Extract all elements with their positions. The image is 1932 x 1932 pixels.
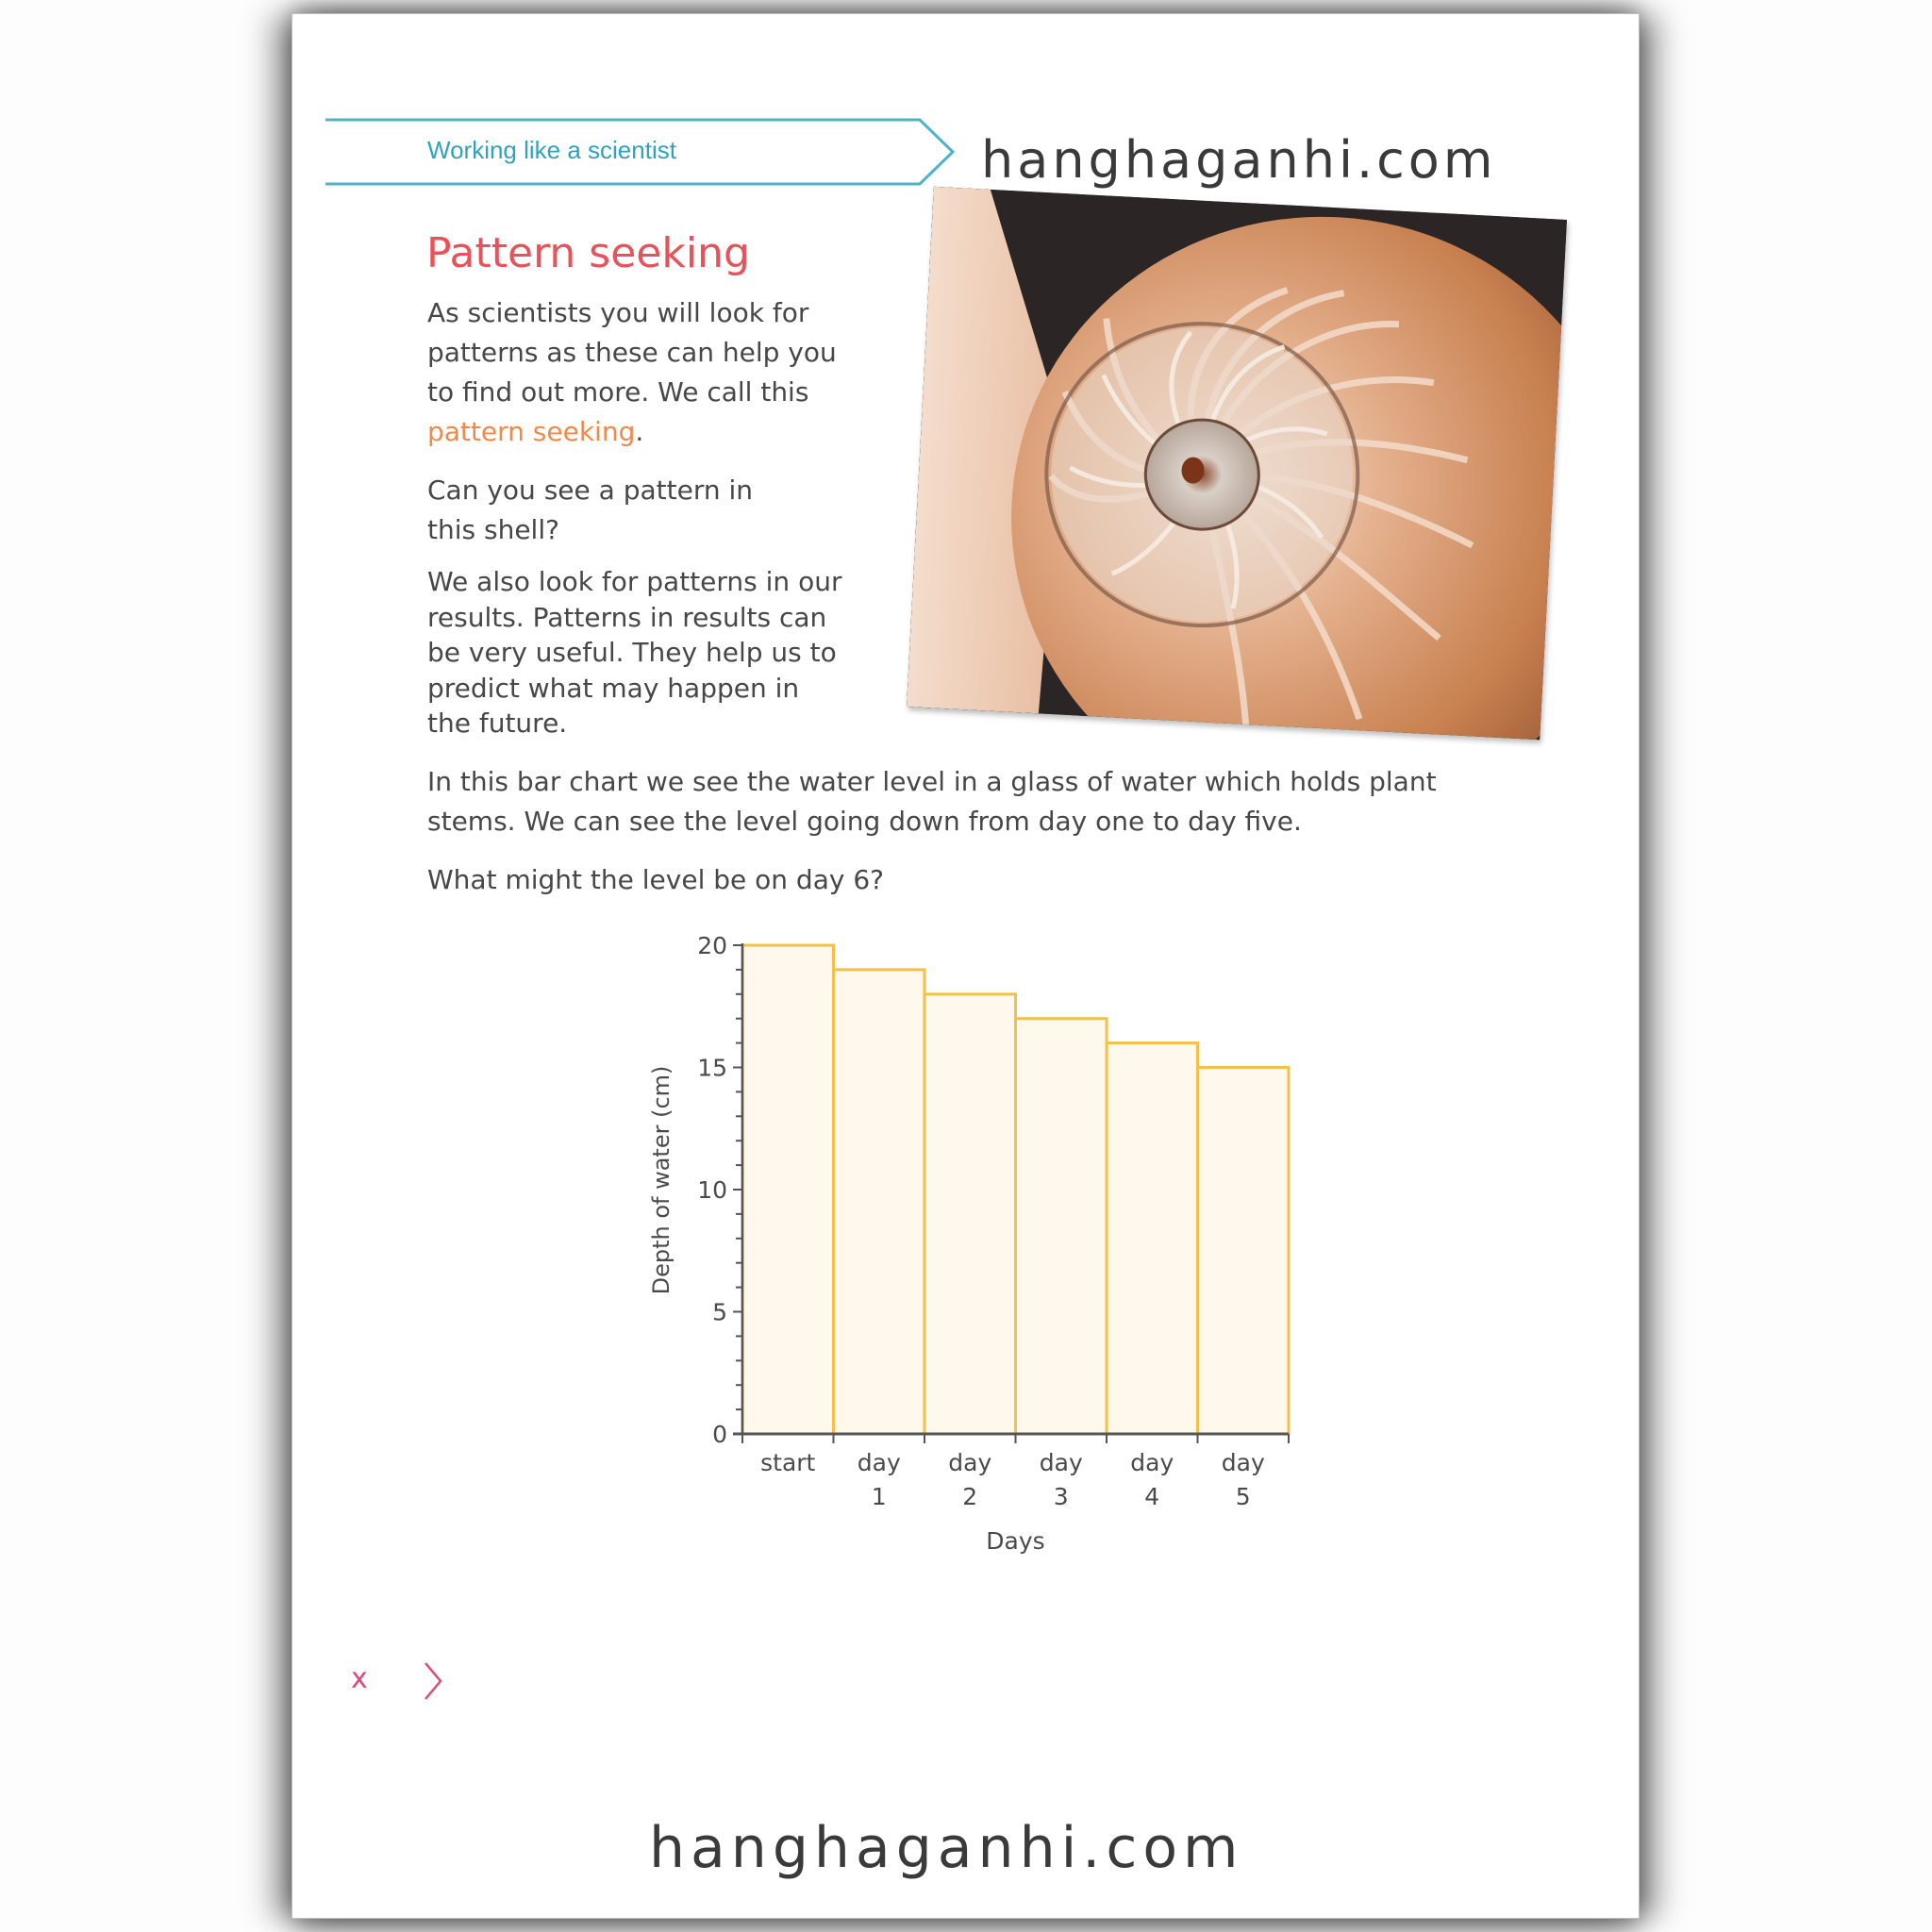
y-tick-label: 0 bbox=[712, 1421, 727, 1448]
x-axis-title: Days bbox=[986, 1527, 1045, 1555]
intro-paragraph bbox=[427, 293, 837, 452]
text-line: In this bar chart we see the water level in a glass of water which holds plant bbox=[427, 766, 1437, 797]
y-tick-label: 10 bbox=[697, 1176, 727, 1204]
day6-question: What might the level be on day 6? bbox=[427, 864, 885, 895]
bar bbox=[924, 994, 1016, 1434]
water-depth-bar-chart bbox=[623, 920, 1340, 1561]
shell-question bbox=[427, 471, 753, 550]
y-axis-title: Depth of water (cm) bbox=[648, 1065, 675, 1295]
text-line: to find out more. We call this bbox=[427, 376, 809, 408]
text-line bbox=[427, 412, 837, 452]
text-line: Can you see a pattern in bbox=[427, 475, 754, 506]
x-tick-label: 5 bbox=[1235, 1483, 1251, 1510]
chevron-right-icon bbox=[422, 1660, 444, 1706]
text-line: We also look for patterns in our bbox=[427, 566, 842, 597]
text-punctuation: . bbox=[635, 416, 644, 447]
bar-chart-canvas bbox=[623, 920, 1340, 1561]
x-tick-label: day bbox=[1221, 1449, 1265, 1476]
chart-intro-paragraph bbox=[427, 762, 1437, 841]
watermark-bottom: hanghaganhi.com bbox=[649, 1815, 1244, 1881]
page-number: x bbox=[351, 1662, 368, 1695]
x-tick-label: 3 bbox=[1053, 1483, 1069, 1510]
section-banner bbox=[325, 117, 956, 187]
x-tick-label: day bbox=[1130, 1449, 1174, 1476]
text-line: stems. We can see the level going down from day one to day five. bbox=[427, 806, 1302, 837]
watermark-top: hanghaganhi.com bbox=[981, 130, 1497, 190]
text-line: As scientists you will look for bbox=[427, 297, 809, 328]
bar bbox=[742, 945, 834, 1434]
bar bbox=[1198, 1068, 1290, 1435]
y-tick-label: 20 bbox=[697, 932, 727, 959]
results-paragraph bbox=[427, 564, 841, 741]
text-line: patterns as these can help you bbox=[427, 337, 837, 368]
text-line: predict what may happen in bbox=[427, 672, 800, 704]
bar bbox=[1107, 1043, 1198, 1434]
nautilus-shell-image bbox=[907, 187, 1567, 740]
x-tick-label: day bbox=[1039, 1449, 1083, 1476]
x-tick-label: 2 bbox=[962, 1483, 978, 1510]
y-tick-label: 15 bbox=[697, 1054, 727, 1082]
x-tick-label: start bbox=[760, 1449, 816, 1476]
section-label: Working like a scientist bbox=[427, 136, 676, 164]
x-tick-label: 4 bbox=[1144, 1483, 1160, 1510]
key-term-highlight: pattern seeking bbox=[427, 416, 636, 447]
y-tick-label: 5 bbox=[712, 1298, 727, 1326]
x-tick-label: 1 bbox=[871, 1483, 887, 1510]
bar bbox=[1016, 1019, 1108, 1434]
page-title: Pattern seeking bbox=[426, 229, 750, 277]
text-line: this shell? bbox=[427, 514, 559, 545]
bar bbox=[834, 970, 925, 1434]
x-tick-label: day bbox=[948, 1449, 992, 1476]
text-line: results. Patterns in results can bbox=[427, 601, 827, 633]
text-line: be very useful. They help us to bbox=[427, 637, 837, 668]
x-tick-label: day bbox=[857, 1449, 901, 1476]
nautilus-shell-photo bbox=[907, 187, 1567, 740]
text-line: the future. bbox=[427, 708, 568, 739]
